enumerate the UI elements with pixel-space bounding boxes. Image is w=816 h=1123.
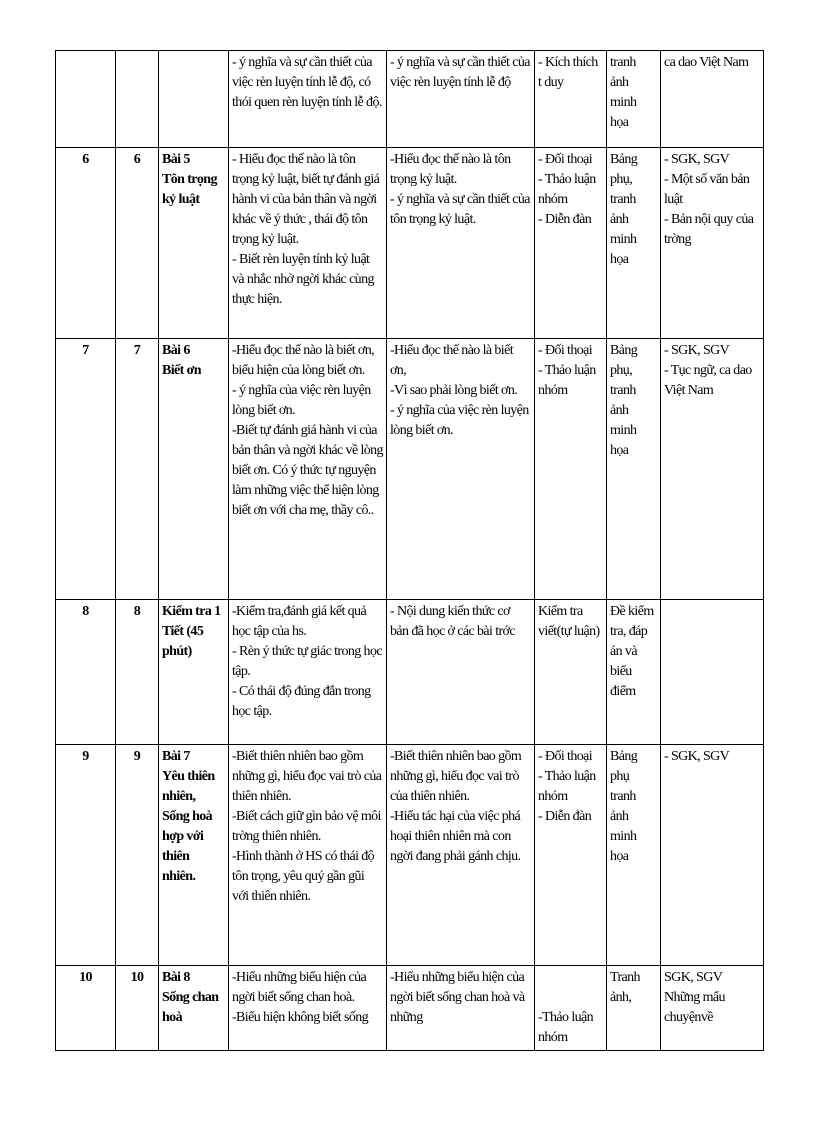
period-cell: 7	[116, 339, 159, 600]
equipment-cell: Bảng phụ tranh ảnh minh họa	[607, 745, 661, 966]
period-cell	[116, 51, 159, 148]
table-row	[56, 745, 764, 966]
period-cell: 6	[116, 148, 159, 339]
objectives-cell: -Kiểm tra,đánh giá kết quả học tập của hs. - Rèn ý thức tự giác trong học tập. - Có thái độ đúng đắn trong học tập.	[229, 600, 387, 745]
content-cell: -Hiểu đọc thế nào là biết ơn, -Vì sao phải lòng biết ơn. - ý nghĩa của việc rèn luyện lòng biết ơn.	[387, 339, 535, 600]
method-cell: - Đối thoại - Thảo luận nhóm	[535, 339, 607, 600]
week-cell: 7	[56, 339, 116, 600]
table-row	[56, 600, 764, 745]
content-cell: - Nội dung kiến thức cơ bản đã học ở các bài trớc	[387, 600, 535, 745]
objectives-cell: - Hiểu đọc thế nào là tôn trọng kỷ luật, biết tự đánh giá hành vi của bản thân và ngời khác về ý thức , thái độ tôn trọng kỷ luật. - Biết rèn luyện tính kỷ luật và nhắc nhở ngời khác cùng thực hiện.	[229, 148, 387, 339]
content-cell: - ý nghĩa và sự cần thiết của việc rèn luyện tính lễ độ	[387, 51, 535, 148]
week-cell: 10	[56, 966, 116, 1051]
materials-cell: - SGK, SGV	[661, 745, 764, 966]
method-cell: -Thảo luận nhóm	[535, 966, 607, 1051]
materials-cell: SGK, SGV Những mẩu chuyệnvề	[661, 966, 764, 1051]
equipment-cell: Bảng phụ, tranh ảnh minh họa	[607, 148, 661, 339]
lesson-title-cell: Bài 5 Tôn trọng kỷ luật	[159, 148, 229, 339]
materials-cell: - SGK, SGV - Tục ngữ, ca dao Việt Nam	[661, 339, 764, 600]
lesson-title-cell: Bài 8 Sống chan hoà	[159, 966, 229, 1051]
table-row	[56, 51, 764, 148]
method-cell: Kiểm tra viết(tự luận)	[535, 600, 607, 745]
table-row	[56, 339, 764, 600]
period-cell: 8	[116, 600, 159, 745]
lesson-title-cell: Bài 7 Yêu thiên nhiên, Sống hoà hợp với thiên nhiên.	[159, 745, 229, 966]
equipment-cell: Tranh ảnh,	[607, 966, 661, 1051]
equipment-cell: Bảng phụ, tranh ảnh minh họa	[607, 339, 661, 600]
objectives-cell: -Hiểu những biểu hiện của ngời biết sống chan hoà. -Biểu hiện không biết sống	[229, 966, 387, 1051]
lesson-title-cell	[159, 51, 229, 148]
lesson-plan-table	[55, 50, 764, 1051]
period-cell: 10	[116, 966, 159, 1051]
lesson-title-cell: Kiểm tra 1 Tiết (45 phút)	[159, 600, 229, 745]
objectives-cell: - ý nghĩa và sự cần thiết của việc rèn luyện tính lễ độ, có thói quen rèn luyện tính lễ độ.	[229, 51, 387, 148]
objectives-cell: -Hiểu đọc thế nào là biết ơn, biểu hiện của lòng biết ơn. - ý nghĩa của việc rèn luyện lòng biết ơn. -Biết tự đánh giá hành vi của bản thân và ngời khác về lòng biết ơn. Có ý thức tự nguyện làm những việc thể hiện lòng biết ơn với cha mẹ, thầy cô..	[229, 339, 387, 600]
method-cell: - Đối thoại - Thảo luận nhóm - Diễn đàn	[535, 148, 607, 339]
week-cell	[56, 51, 116, 148]
method-cell: - Kích thích t duy	[535, 51, 607, 148]
materials-cell	[661, 600, 764, 745]
table-row	[56, 148, 764, 339]
week-cell: 6	[56, 148, 116, 339]
materials-cell: ca dao Việt Nam	[661, 51, 764, 148]
materials-cell: - SGK, SGV - Một số văn bản luật - Bản nội quy của trờng	[661, 148, 764, 339]
table-row	[56, 966, 764, 1051]
week-cell: 9	[56, 745, 116, 966]
equipment-cell: Đề kiểm tra, đáp án và biểu điểm	[607, 600, 661, 745]
week-cell: 8	[56, 600, 116, 745]
method-cell: - Đối thoại - Thảo luận nhóm - Diễn đàn	[535, 745, 607, 966]
content-cell: -Hiểu những biểu hiện của ngời biết sống chan hoà và những	[387, 966, 535, 1051]
equipment-cell: tranh ảnh minh họa	[607, 51, 661, 148]
lesson-title-cell: Bài 6 Biết ơn	[159, 339, 229, 600]
content-cell: -Hiểu đọc thế nào là tôn trọng kỷ luật. - ý nghĩa và sự cần thiết của tôn trọng kỷ luật.	[387, 148, 535, 339]
content-cell: -Biết thiên nhiên bao gồm những gì, hiểu đọc vai trò của thiên nhiên. -Hiểu tác hại của việc phá hoại thiên nhiên mà con ngời đang phải gánh chịu.	[387, 745, 535, 966]
objectives-cell: -Biết thiên nhiên bao gồm những gì, hiểu đọc vai trò của thiên nhiên. -Biết cách giữ gìn bảo vệ môi trờng thiên nhiên. -Hình thành ở HS có thái độ tôn trọng, yêu quý gần gũi với thiên nhiên.	[229, 745, 387, 966]
period-cell: 9	[116, 745, 159, 966]
